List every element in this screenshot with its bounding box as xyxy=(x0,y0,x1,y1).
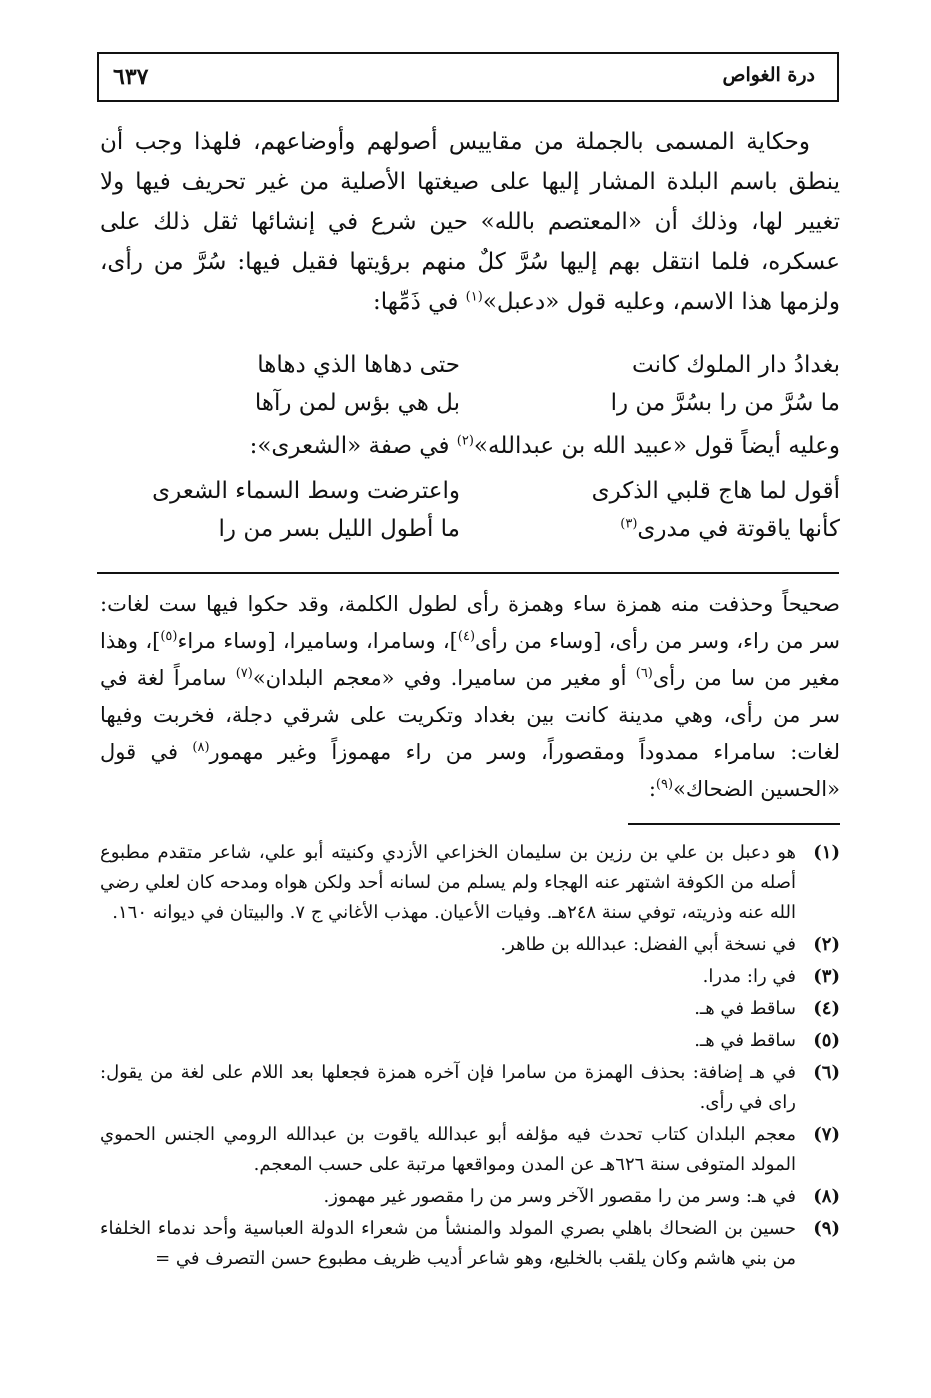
footnote-item xyxy=(100,994,840,1024)
footnote-number: (٣) xyxy=(813,966,840,987)
main-text xyxy=(100,122,840,322)
verse-hemistich-second: ما أطول الليل بسر من را xyxy=(218,516,460,542)
page-number: ٦٣٧ xyxy=(113,64,149,90)
footnotes xyxy=(100,838,840,1276)
footnote-number: (٩) xyxy=(813,1218,840,1239)
continuation-text xyxy=(100,586,840,808)
footnote-number: (٦) xyxy=(813,1062,840,1083)
footnote-item xyxy=(100,1026,840,1056)
poetry-block xyxy=(120,346,840,548)
verse-line xyxy=(120,346,840,384)
footnote-ref-6: (٦) xyxy=(635,666,653,681)
footnote-item xyxy=(100,962,840,992)
footnote-item xyxy=(100,1182,840,1212)
footnote-ref-5: (٥) xyxy=(160,629,178,644)
running-header xyxy=(97,52,839,102)
footnote-ref-1: (١) xyxy=(465,289,483,305)
footnote-ref-8: (٨) xyxy=(192,740,210,755)
footnote-item xyxy=(100,1120,840,1180)
verse-hemistich-first: بغدادُ دار الملوك كانت xyxy=(632,352,840,378)
footnote-number: (٧) xyxy=(813,1124,840,1145)
verse-line xyxy=(120,510,840,548)
footnote-ref-2: (٢) xyxy=(456,433,474,449)
verse-intro-line: وعليه أيضاً قول «عبيد الله بن عبدالله»$^{(٢)}$ في صفة «الشعرى»: xyxy=(249,433,840,459)
main-paragraph: وحكاية المسمى بالجملة من مقاييس أصولهم وأوضاعهم، فلهذا وجب أن ينطق باسم البلدة المشار إليها على صيغتها الأصلية من غير تحريف فيها ولا تغيير لها، وذلك أن «المعتصم بالله» حين شرع في إنشائها ثقل ذلك على عسكره، فلما انتقل بهم إليها سُرَّ كلٌ منهم برؤيتها فقيل فيها: سُرَّ من رأى، ولزمها هذا الاسم، وعليه قول «دعبل»$^{(١)}$ في ذَمِّها: xyxy=(100,129,840,315)
footnote-ref-3: (٣) xyxy=(620,516,638,532)
footnote-text: ساقط في هـ. xyxy=(694,1030,796,1051)
footnote-number: (٨) xyxy=(813,1186,840,1207)
footnote-item xyxy=(100,1058,840,1118)
verse-hemistich-second: بل هي بؤس لمن رآها xyxy=(254,390,460,416)
verse-hemistich-first: أقول لما هاج قلبي الذكرى xyxy=(591,478,840,504)
footnote-ref-7: (٧) xyxy=(235,666,253,681)
divider-rule xyxy=(97,572,839,574)
footnote-text: في هـ إضافة: بحذف الهمزة من سامرا فإن آخره همزة فجعلها بعد اللام على لغة من يقول: راى في رأى. xyxy=(100,1062,796,1113)
footnote-text: في نسخة أبي الفضل: عبدالله بن طاهر. xyxy=(500,934,796,955)
footnote-item xyxy=(100,1214,840,1274)
verse-hemistich-second: حتى دهاها الذي دهاها xyxy=(257,352,460,378)
footnote-text: في را: مدرا. xyxy=(702,966,796,987)
header-title: درة الغواص xyxy=(722,64,815,86)
footnote-text: في هـ: وسر من را مقصور الآخر وسر من را مقصور غير مهموز. xyxy=(323,1186,796,1207)
footnote-text: ساقط في هـ. xyxy=(694,998,796,1019)
verse-hemistich-first: كأنها ياقوتة في مدرى$^{(٣)}$ xyxy=(620,516,840,542)
footnote-number: (٤) xyxy=(813,998,840,1019)
footnote-ref-9: (٩) xyxy=(655,777,674,792)
footnote-item xyxy=(100,930,840,960)
verse-hemistich-second: واعترضت وسط السماء الشعرى xyxy=(152,478,460,504)
footnote-ref-4: (٤) xyxy=(457,629,476,644)
verse-hemistich-first: ما سُرَّ من را بسُرَّ من را xyxy=(610,390,840,416)
footnote-separator xyxy=(628,823,840,825)
footnote-text: هو دعبل بن علي بن رزين بن سليمان الخزاعي الأزدي وكنيته أبو علي، شاعر متقدم مطبوع أصله من الكوفة اشتهر عنه الهجاء ولم يسلم من لسانه أحد ولكن هواه ومدحه كان لعلي رضي الله عنه وذريته، توفي سنة ٢٤٨هـ. وفيات الأعيان. مهذب الأغاني ج ٧. والبيتان في ديوانه ١٦٠. xyxy=(100,842,796,923)
footnote-number: (٥) xyxy=(813,1030,840,1051)
footnote-item xyxy=(100,838,840,928)
footnote-number: (١) xyxy=(813,842,840,863)
footnote-number: (٢) xyxy=(813,934,840,955)
footnote-text: معجم البلدان كتاب تحدث فيه مؤلفه أبو عبدالله ياقوت بن عبدالله الرومي الجنس الحموي المولد المتوفى سنة ٦٢٦هـ عن المدن ومواقعها مرتبة على حسب المعجم. xyxy=(100,1124,796,1175)
verse-line xyxy=(120,472,840,510)
verse-line xyxy=(120,384,840,422)
continuation-paragraph: صحيحاً وحذفت منه همزة ساء وهمزة رأى لطول الكلمة، وقد حكوا فيها ست لغات: سر من راء، وسر من رأى، [وساء من رأى$^{(٤)}$]، وسامرا، وساميرا، [وساء مراء$^{(٥)}$]، وهذا مغير من سا من رأى$^{(٦)}$ أو مغير من ساميرا. وفي «معجم البلدان»$^{(٧)}$ سامراً لغة في سر من رأى، وهي مدينة كانت بين بغداد وتكريت على شرقي دجلة، فخربت وفيها لغات: سامراء ممدوداً ومقصوراً، وسر من راء مهموزاً وغير مهمور$^{(٨)}$ في قول «الحسين الضحاك»$^{(٩)}$: xyxy=(100,592,841,801)
footnote-text: حسين بن الضحاك باهلي بصري المولد والمنشأ من شعراء الدولة العباسية وأحد ندماء الخلفاء من بني هاشم وكان يلقب بالخليع، وهو شاعر أديب ظريف مطبوع حسن التصرف في = xyxy=(100,1218,796,1269)
